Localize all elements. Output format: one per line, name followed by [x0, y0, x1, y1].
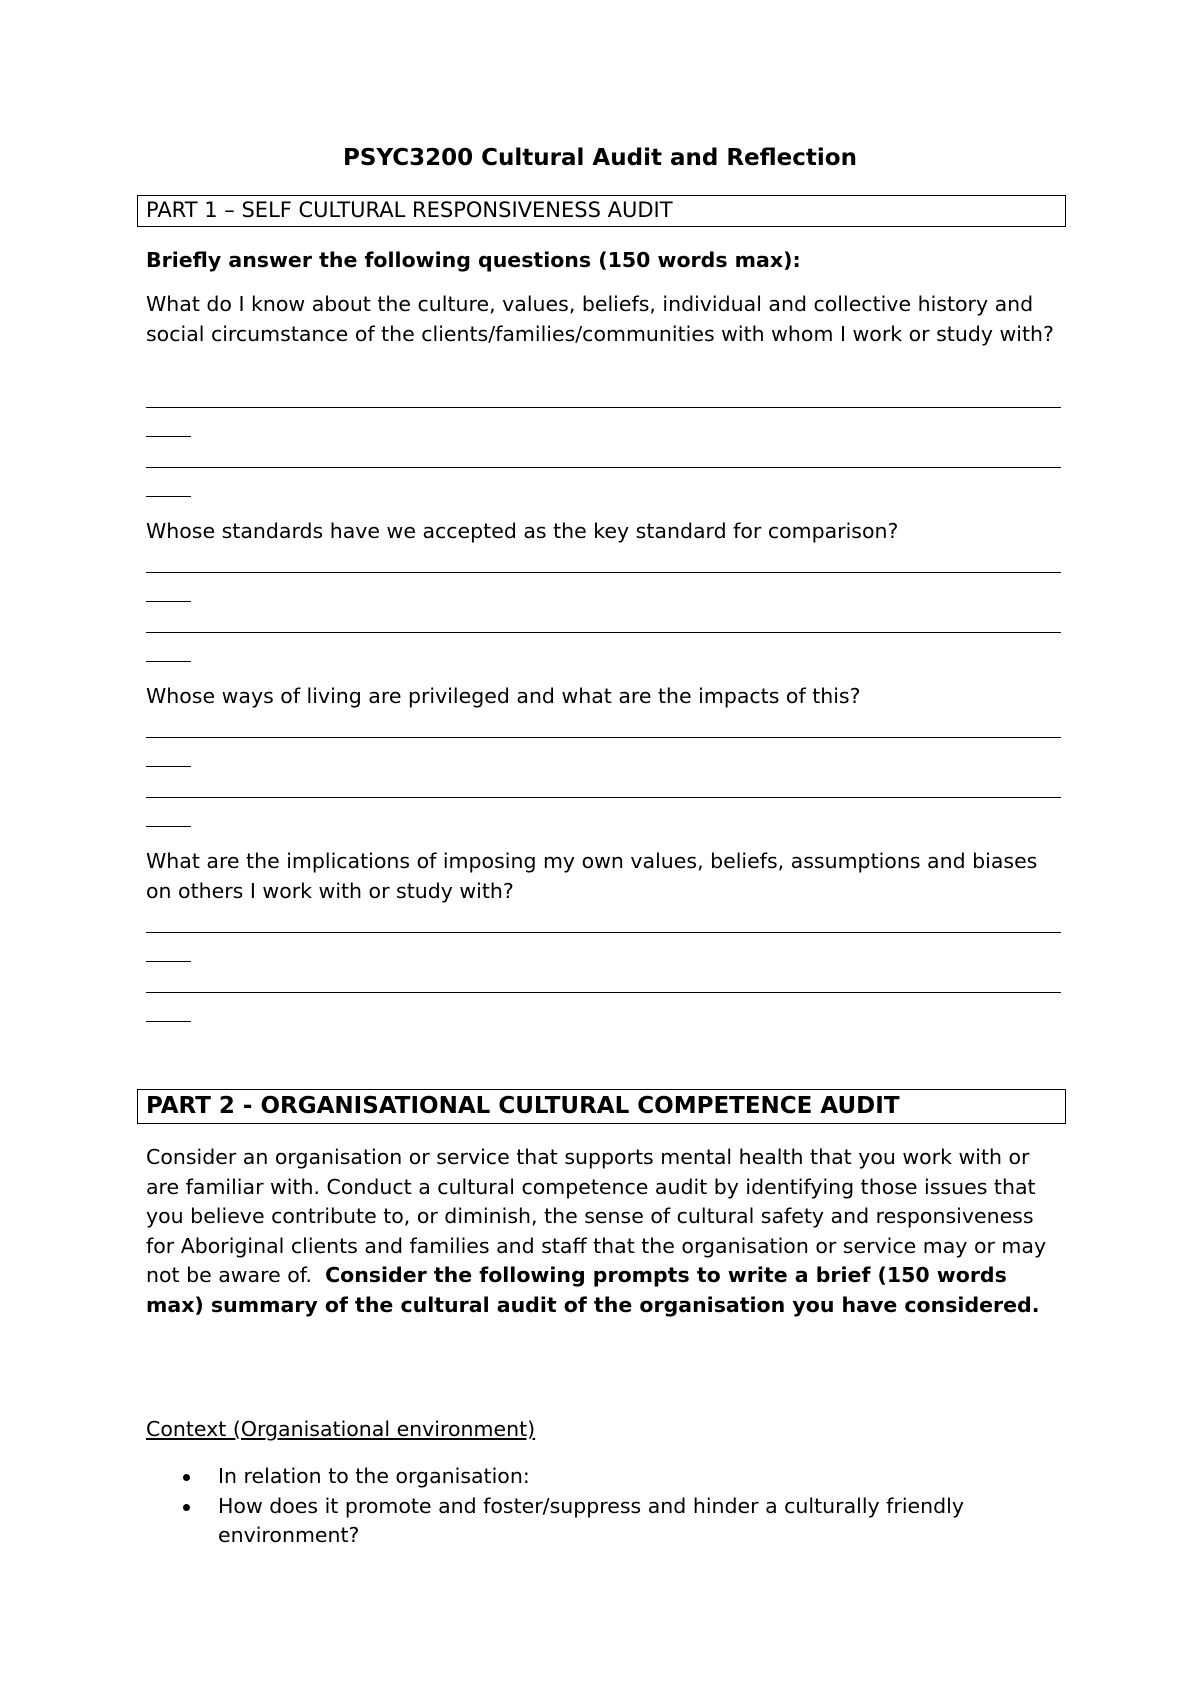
- answer-line[interactable]: [146, 572, 1061, 573]
- question-4: What are the implications of imposing my own values, beliefs, assumptions and biases on others I work with or study with?: [146, 849, 1038, 903]
- answer-line[interactable]: [146, 737, 1061, 738]
- question-2: Whose standards have we accepted as the key standard for comparison?: [146, 519, 899, 543]
- answer-line-stub: [146, 1021, 191, 1022]
- bullet-icon: [183, 1504, 190, 1511]
- part2-intro-bold: Consider the following prompts to write a brief (150 words max) summary of the cultural audit of the organisation you have considered.: [146, 1263, 1040, 1317]
- answer-line[interactable]: [146, 632, 1061, 633]
- answer-line[interactable]: [146, 797, 1061, 798]
- bullet-text: How does it promote and foster/suppress and hinder a culturally friendly environment?: [218, 1493, 964, 1547]
- context-bullet-list: [146, 1462, 1066, 1551]
- list-item: [146, 1462, 1066, 1492]
- answer-line-stub: [146, 961, 191, 962]
- part2-intro: Consider an organisation or service that supports mental health that you work with or are familiar with. Conduct a cultural competence audit by identifying those issues that you believe contribute to, or diminish, the sense of cultural safety and responsiveness for Aboriginal clients and families and staff that the organisation or service may or may not be aware of.: [146, 1145, 1047, 1287]
- answer-line-stub: [146, 601, 191, 602]
- answer-line[interactable]: [146, 992, 1061, 993]
- answer-line-stub: [146, 436, 191, 437]
- page-title: PSYC3200 Cultural Audit and Reflection: [343, 145, 857, 171]
- part1-heading: PART 1 – SELF CULTURAL RESPONSIVENESS AUDIT: [146, 198, 673, 222]
- list-item: [146, 1492, 1066, 1551]
- part2-heading-box: [137, 1089, 1066, 1124]
- answer-line-stub: [146, 826, 191, 827]
- question-3: Whose ways of living are privileged and what are the impacts of this?: [146, 684, 861, 708]
- question-1: What do I know about the culture, values, beliefs, individual and collective history and social circumstance of the clients/families/communities with whom I work or study with?: [146, 292, 1054, 346]
- part2-heading: PART 2 - ORGANISATIONAL CULTURAL COMPETENCE AUDIT: [146, 1093, 900, 1119]
- bullet-text: In relation to the organisation:: [218, 1464, 530, 1488]
- bullet-icon: [183, 1474, 190, 1481]
- part1-heading-box: [137, 195, 1066, 227]
- context-heading: Context (Organisational environment): [146, 1417, 536, 1441]
- answer-line[interactable]: [146, 407, 1061, 408]
- context-heading-wrap: [146, 1415, 1066, 1445]
- part2-intro-paragraph: [146, 1143, 1056, 1320]
- part1-instruction: Briefly answer the following questions (150 words max):: [146, 248, 801, 272]
- answer-line-stub: [146, 496, 191, 497]
- answer-line-stub: [146, 661, 191, 662]
- answer-line-stub: [146, 766, 191, 767]
- answer-line[interactable]: [146, 932, 1061, 933]
- answer-line[interactable]: [146, 467, 1061, 468]
